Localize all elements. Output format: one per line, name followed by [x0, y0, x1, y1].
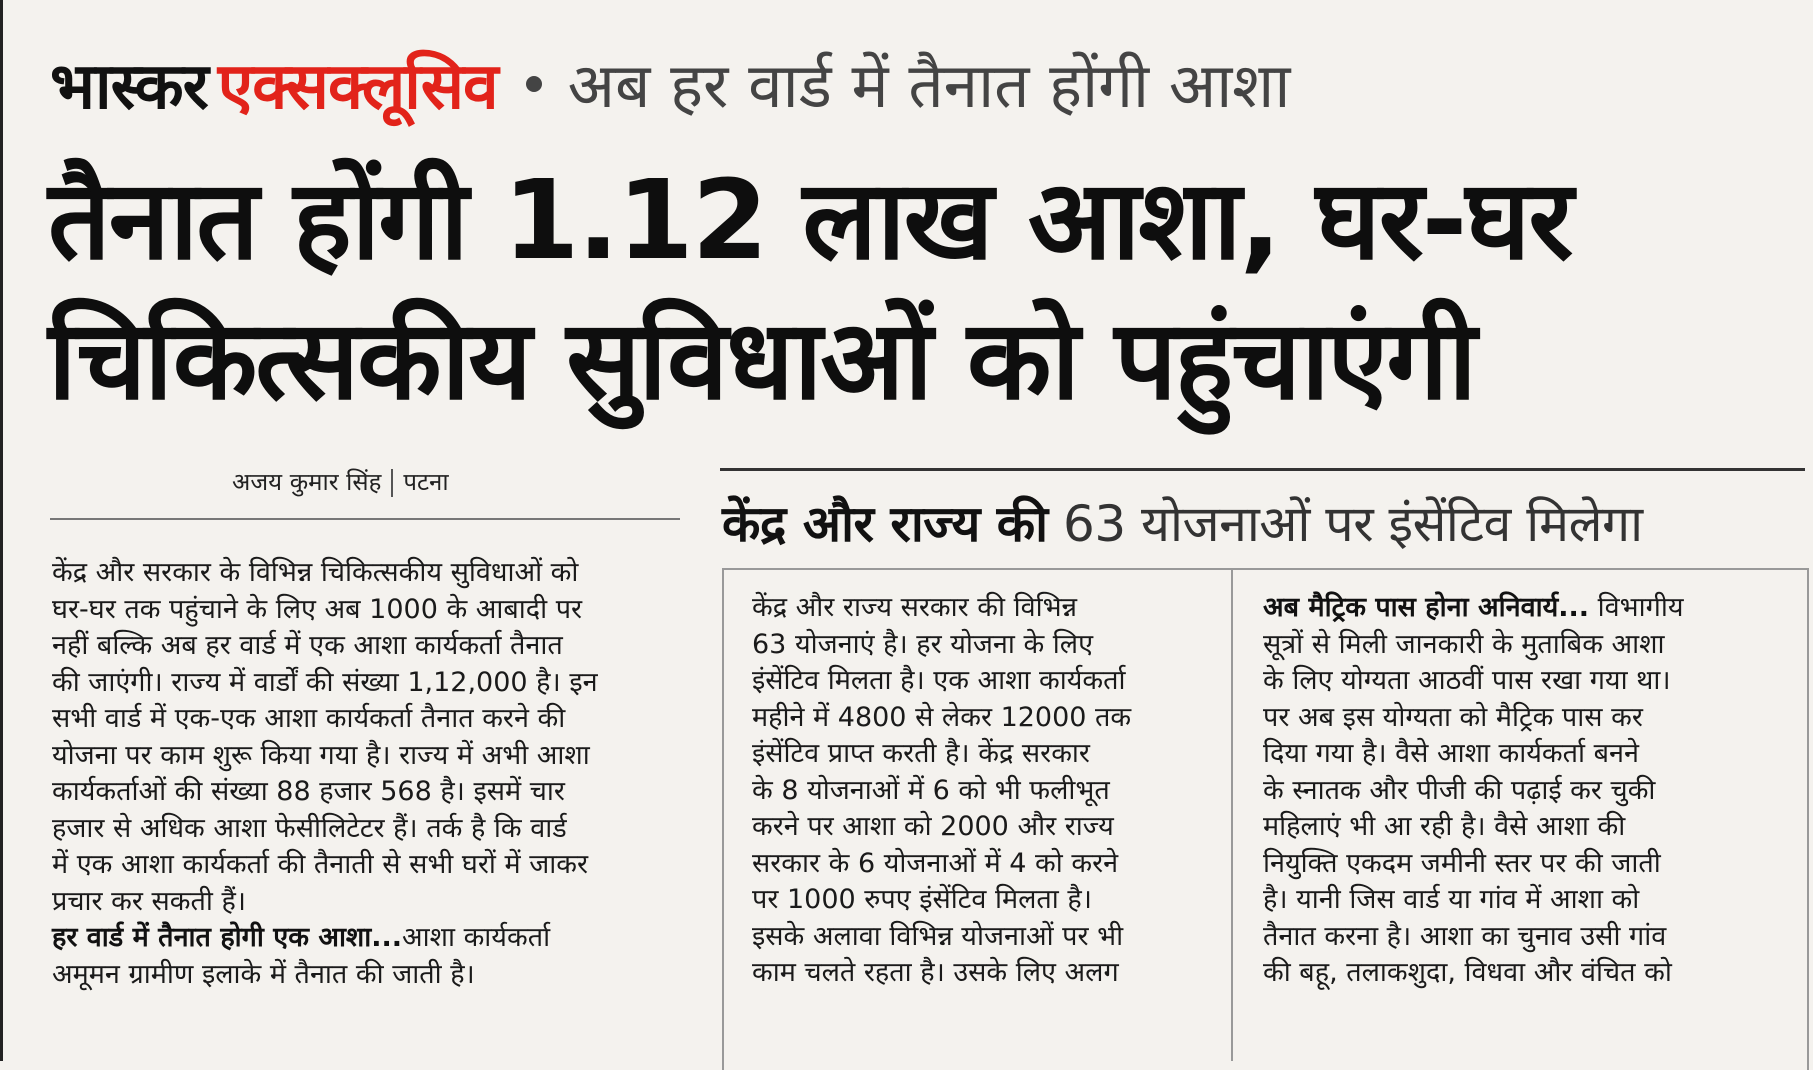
text-line: काम चलते रहता है। उसके लिए अलग — [752, 957, 1119, 988]
lead-paragraph — [1263, 590, 1793, 627]
text-line: अमूमन ग्रामीण इलाके में तैनात की जाती है। — [52, 958, 475, 990]
text-line: है। यानी जिस वार्ड या गांव में आशा को — [1263, 884, 1640, 915]
article-column-1 — [52, 555, 682, 993]
text-line: नहीं बल्कि अब हर वार्ड में एक आशा कार्यकर्ता तैनात — [52, 630, 563, 661]
text-line: तैनात करना है। आशा का चुनाव उसी गांव — [1263, 920, 1667, 952]
text-line: सरकार के 6 योजनाओं में 4 को करने — [752, 847, 1119, 879]
text-line: महिलाएं भी आ रही है। वैसे आशा की — [1263, 811, 1626, 842]
lead-paragraph — [52, 920, 682, 957]
text-line: में एक आशा कार्यकर्ता की तैनाती से सभी घरों में जाकर — [52, 849, 588, 880]
text-line: के 8 योजनाओं में 6 को भी फलीभूत — [752, 774, 1110, 806]
text-line: पर अब इस योग्यता को मैट्रिक पास कर — [1263, 701, 1643, 733]
text-line: 63 योजनाएं है। हर योजना के लिए — [752, 628, 1094, 660]
paragraph-lead: हर वार्ड में तैनात होगी एक आशा... — [52, 922, 403, 953]
headline — [48, 150, 1798, 430]
text-line: की जाएंगी। राज्य में वार्डों की संख्या 1,12,000 है। इन — [52, 666, 598, 698]
text-line: केंद्र और राज्य सरकार की विभिन्न — [752, 592, 1077, 623]
brand-name: भास्कर — [50, 50, 208, 124]
byline-place: पटना — [403, 468, 449, 496]
byline-separator — [391, 469, 393, 497]
text-line: इसके अलावा विभिन्न योजनाओं पर भी — [752, 920, 1124, 952]
text-line: सूत्रों से मिली जानकारी के मुताबिक आशा — [1263, 628, 1665, 660]
subhead-light: 63 योजनाओं पर इंसेंटिव मिलेगा — [1063, 495, 1643, 553]
lead-rest: आशा कार्यकर्ता — [402, 922, 551, 953]
text-line: के लिए योग्यता आठवीं पास रखा गया था। — [1263, 665, 1671, 696]
text-line: महीने में 4800 से लेकर 12000 तक — [752, 701, 1132, 733]
article-column-3 — [1263, 590, 1793, 992]
page-edge — [0, 0, 3, 1061]
byline-rule — [50, 518, 680, 520]
text-line: पर 1000 रुपए इंसेंटिव मिलता है। — [752, 884, 1092, 915]
headline-line-2: चिकित्सकीय सुविधाओं को पहुंचाएंगी — [48, 296, 1475, 424]
lead-rest: विभागीय — [1597, 592, 1684, 623]
text-line: सभी वार्ड में एक-एक आशा कार्यकर्ता तैनात करने की — [52, 703, 566, 734]
text-line: इंसेंटिव प्राप्त करती है। केंद्र सरकार — [752, 738, 1090, 769]
text-line: हजार से अधिक आशा फेसीलिटेटर हैं। तर्क है कि वार्ड — [52, 812, 567, 844]
text-line: के स्नातक और पीजी की पढ़ाई कर चुकी — [1263, 774, 1656, 806]
subhead-rule — [720, 468, 1805, 471]
column-divider — [1231, 568, 1233, 1061]
text-line: केंद्र और सरकार के विभिन्न चिकित्सकीय सुविधाओं को — [52, 557, 579, 588]
kicker-line — [50, 40, 1790, 130]
text-line: घर-घर तक पहुंचाने के लिए अब 1000 के आबादी पर — [52, 593, 583, 625]
text-line: दिया गया है। वैसे आशा कार्यकर्ता बनने — [1263, 738, 1640, 769]
brand-exclusive-label: एक्सक्लूसिव — [217, 50, 498, 124]
text-line: योजना पर काम शुरू किया गया है। राज्य में अभी आशा — [52, 739, 590, 771]
text-line: कार्यकर्ताओं की संख्या 88 हजार 568 है। इसमें चार — [52, 776, 565, 807]
byline — [232, 465, 449, 498]
byline-author: अजय कुमार सिंह — [232, 468, 382, 496]
text-line: करने पर आशा को 2000 और राज्य — [752, 811, 1114, 842]
article-column-2 — [752, 590, 1212, 992]
headline-line-1: तैनात होंगी 1.12 लाख आशा, घर-घर — [48, 156, 1572, 284]
paragraph-lead: अब मैट्रिक पास होना अनिवार्य... — [1263, 592, 1590, 623]
text-line: नियुक्ति एकदम जमीनी स्तर पर की जाती — [1263, 847, 1661, 879]
text-line: इंसेंटिव मिलता है। एक आशा कार्यकर्ता — [752, 665, 1126, 696]
subhead — [722, 488, 1643, 556]
subhead-bold: केंद्र और राज्य की — [722, 495, 1048, 553]
bullet-dot — [526, 76, 542, 92]
kicker-text: अब हर वार्ड में तैनात होंगी आशा — [567, 48, 1291, 122]
text-line: की बहू, तलाकशुदा, विधवा और वंचित को — [1263, 957, 1672, 988]
text-line: प्रचार कर सकती हैं। — [52, 885, 247, 917]
